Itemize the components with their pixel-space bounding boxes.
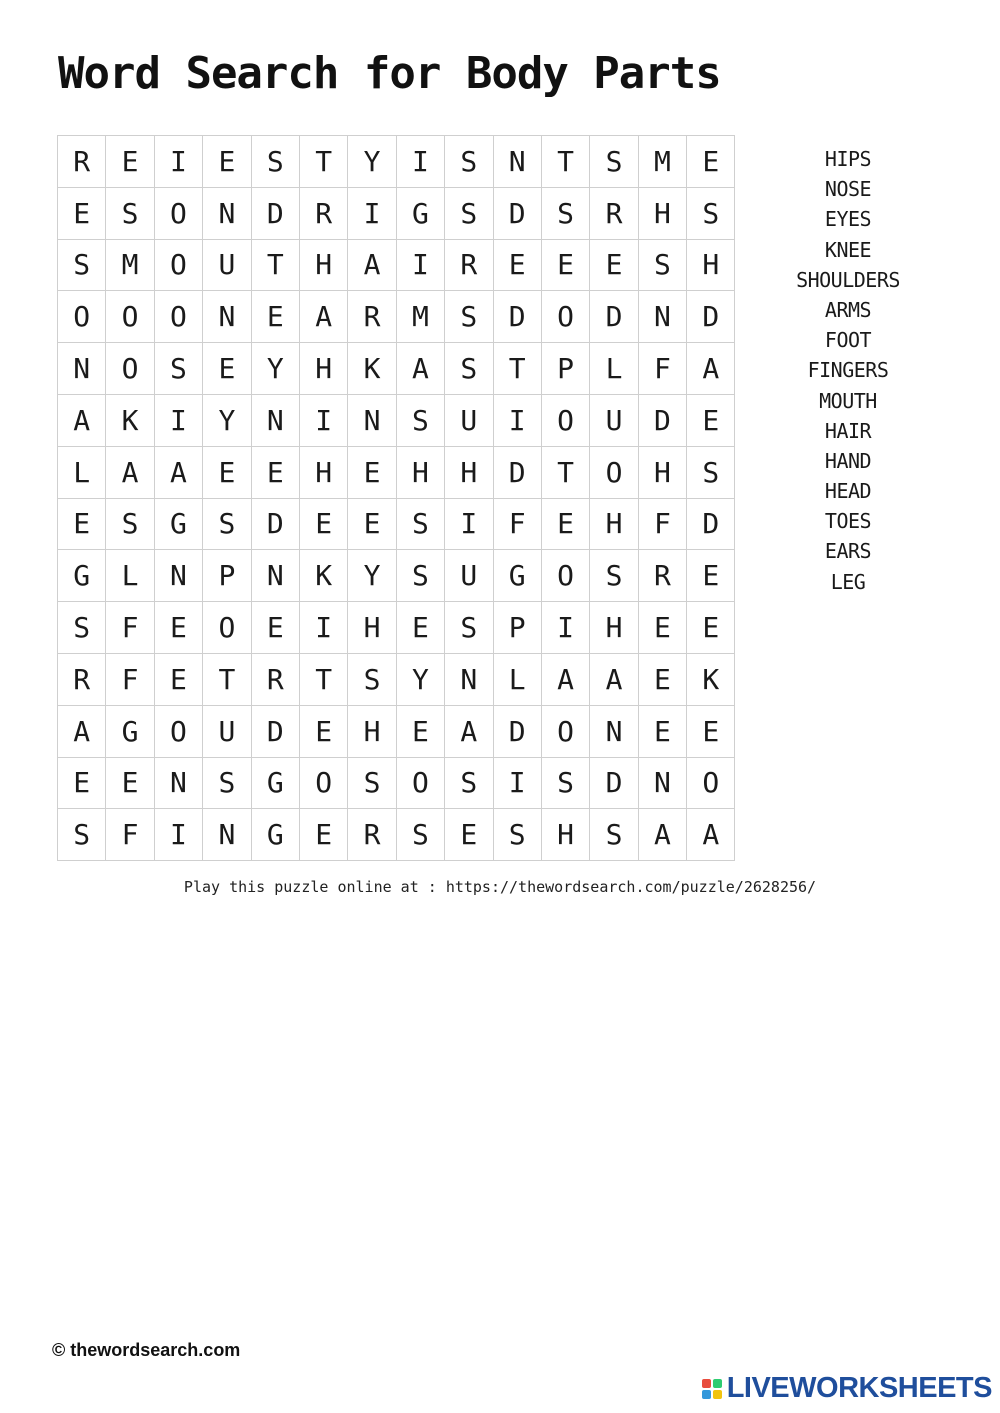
grid-cell[interactable]: S (348, 654, 396, 706)
grid-cell[interactable]: T (300, 136, 348, 188)
grid-cell[interactable]: F (106, 602, 154, 654)
grid-cell[interactable]: E (252, 291, 300, 343)
grid-cell[interactable]: F (106, 809, 154, 861)
grid-cell[interactable]: P (494, 602, 542, 654)
word-list-item: HIPS (824, 147, 872, 171)
grid-cell[interactable]: O (542, 395, 590, 447)
grid-cell[interactable]: A (348, 240, 396, 292)
word-list-item: KNEE (824, 237, 872, 262)
grid-cell[interactable]: A (155, 447, 203, 499)
grid-cell[interactable]: E (687, 550, 735, 602)
grid-cell[interactable]: O (106, 343, 154, 395)
grid-cell[interactable]: O (542, 706, 590, 758)
grid-cell[interactable]: P (542, 343, 590, 395)
grid-cell[interactable]: N (639, 758, 687, 810)
grid-cell[interactable]: H (590, 602, 638, 654)
grid-cell[interactable]: F (639, 343, 687, 395)
grid-cell[interactable]: Y (348, 550, 396, 602)
grid-cell[interactable]: S (58, 809, 106, 861)
grid-cell[interactable]: E (252, 447, 300, 499)
grid-cell[interactable]: S (445, 136, 493, 188)
grid-cell[interactable]: I (300, 602, 348, 654)
grid-cell[interactable]: S (687, 188, 735, 240)
grid-cell[interactable]: S (348, 758, 396, 810)
grid-cell[interactable]: G (58, 550, 106, 602)
grid-cell[interactable]: A (397, 343, 445, 395)
grid-cell[interactable]: N (639, 291, 687, 343)
grid-cell[interactable]: E (58, 758, 106, 810)
grid-cell[interactable]: Y (397, 654, 445, 706)
grid-cell[interactable]: Y (252, 343, 300, 395)
grid-cell[interactable]: F (639, 499, 687, 551)
grid-cell[interactable]: E (687, 706, 735, 758)
grid-cell[interactable]: E (639, 654, 687, 706)
grid-cell[interactable]: M (639, 136, 687, 188)
grid-cell[interactable]: I (155, 809, 203, 861)
grid-cell[interactable]: H (300, 343, 348, 395)
word-list (790, 146, 906, 599)
grid-cell[interactable]: O (397, 758, 445, 810)
grid-cell[interactable]: N (590, 706, 638, 758)
grid-cell[interactable]: E (252, 602, 300, 654)
grid-cell[interactable]: Y (203, 395, 251, 447)
grid-cell[interactable]: T (203, 654, 251, 706)
grid-cell[interactable]: I (300, 395, 348, 447)
grid-cell[interactable]: A (445, 706, 493, 758)
grid-cell[interactable]: O (106, 291, 154, 343)
grid-cell[interactable]: E (542, 240, 590, 292)
grid-cell[interactable]: E (300, 499, 348, 551)
grid-cell[interactable]: N (445, 654, 493, 706)
grid-cell[interactable]: L (590, 343, 638, 395)
grid-cell[interactable]: S (445, 343, 493, 395)
grid-cell[interactable]: R (58, 136, 106, 188)
grid-cell[interactable]: N (203, 188, 251, 240)
grid-cell[interactable]: E (687, 136, 735, 188)
grid-cell[interactable]: S (252, 136, 300, 188)
grid-cell[interactable]: A (687, 809, 735, 861)
grid-cell[interactable]: U (203, 706, 251, 758)
grid-cell[interactable]: S (397, 499, 445, 551)
grid-cell[interactable]: P (203, 550, 251, 602)
grid-cell[interactable]: T (300, 654, 348, 706)
grid-cell[interactable]: U (445, 550, 493, 602)
grid-cell[interactable]: D (252, 188, 300, 240)
word-list-item: HAND (824, 448, 872, 473)
grid-cell[interactable]: N (348, 395, 396, 447)
grid-cell[interactable]: O (155, 240, 203, 292)
grid-cell[interactable]: E (300, 706, 348, 758)
grid-cell[interactable]: S (542, 188, 590, 240)
grid-cell[interactable]: H (542, 809, 590, 861)
grid-cell[interactable]: D (494, 291, 542, 343)
grid-cell[interactable]: U (445, 395, 493, 447)
grid-cell[interactable]: S (445, 602, 493, 654)
grid-cell[interactable]: S (542, 758, 590, 810)
grid-cell[interactable]: O (687, 758, 735, 810)
grid-cell[interactable]: A (300, 291, 348, 343)
grid-cell[interactable]: G (106, 706, 154, 758)
grid-cell[interactable]: D (639, 395, 687, 447)
grid-cell[interactable]: H (639, 447, 687, 499)
grid-cell[interactable]: A (58, 395, 106, 447)
grid-cell[interactable]: S (494, 809, 542, 861)
word-search-grid (57, 135, 735, 861)
grid-cell[interactable]: K (687, 654, 735, 706)
grid-cell[interactable]: H (397, 447, 445, 499)
grid-cell[interactable]: O (590, 447, 638, 499)
grid-cell[interactable]: O (155, 291, 203, 343)
grid-cell[interactable]: O (155, 706, 203, 758)
grid-cell[interactable]: T (542, 136, 590, 188)
word-list-item: EARS (824, 539, 872, 564)
grid-cell[interactable]: S (203, 499, 251, 551)
grid-cell[interactable]: S (639, 240, 687, 292)
grid-cell[interactable]: K (300, 550, 348, 602)
grid-cell[interactable]: E (397, 602, 445, 654)
grid-cell[interactable]: N (203, 291, 251, 343)
grid-cell[interactable]: L (494, 654, 542, 706)
grid-cell[interactable]: N (155, 550, 203, 602)
grid-cell[interactable]: I (542, 602, 590, 654)
grid-cell[interactable]: H (590, 499, 638, 551)
grid-cell[interactable]: D (494, 706, 542, 758)
grid-cell[interactable]: E (106, 758, 154, 810)
grid-cell[interactable]: A (687, 343, 735, 395)
grid-cell[interactable]: S (445, 291, 493, 343)
grid-cell[interactable]: D (687, 291, 735, 343)
grid-cell[interactable]: E (397, 706, 445, 758)
grid-cell[interactable]: E (348, 499, 396, 551)
grid-cell[interactable]: N (58, 343, 106, 395)
grid-cell[interactable]: F (494, 499, 542, 551)
grid-cell[interactable]: F (106, 654, 154, 706)
grid-cell[interactable]: I (397, 136, 445, 188)
liveworksheets-logo-icon (702, 1379, 722, 1399)
grid-cell[interactable]: D (590, 291, 638, 343)
grid-cell[interactable]: L (58, 447, 106, 499)
grid-cell[interactable]: S (590, 550, 638, 602)
grid-cell[interactable]: E (203, 447, 251, 499)
grid-cell[interactable]: A (542, 654, 590, 706)
grid-cell[interactable]: N (252, 550, 300, 602)
grid-cell[interactable]: O (300, 758, 348, 810)
grid-cell[interactable]: E (348, 447, 396, 499)
grid-cell[interactable]: Y (348, 136, 396, 188)
grid-cell[interactable]: N (252, 395, 300, 447)
grid-cell[interactable]: H (348, 602, 396, 654)
grid-cell[interactable]: S (155, 343, 203, 395)
grid-cell[interactable]: S (106, 499, 154, 551)
grid-cell[interactable]: I (494, 758, 542, 810)
grid-cell[interactable]: I (397, 240, 445, 292)
grid-cell[interactable]: O (203, 602, 251, 654)
grid-cell[interactable]: H (445, 447, 493, 499)
grid-cell[interactable]: O (542, 550, 590, 602)
grid-cell[interactable]: L (106, 550, 154, 602)
grid-cell[interactable]: E (639, 602, 687, 654)
word-list-item: SHOULDERS (796, 267, 900, 292)
grid-cell[interactable]: H (300, 240, 348, 292)
grid-cell[interactable]: E (155, 654, 203, 706)
grid-cell[interactable]: S (106, 188, 154, 240)
grid-cell[interactable]: A (58, 706, 106, 758)
copyright-text: © thewordsearch.com (52, 1340, 241, 1360)
grid-cell[interactable]: R (300, 188, 348, 240)
grid-cell[interactable]: K (106, 395, 154, 447)
grid-cell[interactable]: E (203, 343, 251, 395)
grid-cell[interactable]: R (348, 291, 396, 343)
grid-cell[interactable]: E (106, 136, 154, 188)
grid-cell[interactable]: E (494, 240, 542, 292)
word-list-item: HAIR (824, 418, 872, 443)
grid-cell[interactable]: H (687, 240, 735, 292)
grid-cell[interactable]: S (397, 395, 445, 447)
grid-cell[interactable]: E (155, 602, 203, 654)
grid-cell[interactable]: M (397, 291, 445, 343)
grid-cell[interactable]: R (58, 654, 106, 706)
grid-cell[interactable]: D (252, 499, 300, 551)
grid-cell[interactable]: M (106, 240, 154, 292)
grid-cell[interactable]: U (203, 240, 251, 292)
grid-cell[interactable]: D (252, 706, 300, 758)
grid-cell[interactable]: G (252, 809, 300, 861)
grid-cell[interactable]: D (687, 499, 735, 551)
grid-cell[interactable]: S (203, 758, 251, 810)
grid-cell[interactable]: G (155, 499, 203, 551)
grid-cell[interactable]: H (639, 188, 687, 240)
grid-cell[interactable]: U (590, 395, 638, 447)
grid-cell[interactable]: E (639, 706, 687, 758)
grid-cell[interactable]: S (58, 602, 106, 654)
grid-cell[interactable]: E (687, 602, 735, 654)
word-list-item: TOES (824, 509, 872, 534)
word-list-item: EYES (824, 207, 872, 232)
grid-cell[interactable]: R (639, 550, 687, 602)
grid-cell[interactable]: T (542, 447, 590, 499)
grid-cell[interactable]: G (252, 758, 300, 810)
grid-cell[interactable]: G (494, 550, 542, 602)
word-list-item: MOUTH (819, 388, 877, 413)
grid-cell[interactable]: E (300, 809, 348, 861)
grid-cell[interactable]: S (687, 447, 735, 499)
word-list-item: LEG (830, 569, 866, 594)
grid-cell[interactable]: O (155, 188, 203, 240)
grid-cell[interactable]: S (445, 758, 493, 810)
grid-cell[interactable]: N (494, 136, 542, 188)
grid-cell[interactable]: R (348, 809, 396, 861)
grid-cell[interactable]: I (445, 499, 493, 551)
grid-cell[interactable]: I (494, 395, 542, 447)
page-title: Word Search for Body Parts (58, 48, 721, 99)
grid-cell[interactable]: R (590, 188, 638, 240)
grid-cell[interactable]: I (155, 136, 203, 188)
grid-cell[interactable]: I (155, 395, 203, 447)
grid-cell[interactable]: A (639, 809, 687, 861)
grid-cell[interactable]: I (348, 188, 396, 240)
grid-cell[interactable]: A (590, 654, 638, 706)
grid-cell[interactable]: T (252, 240, 300, 292)
grid-cell[interactable]: S (590, 136, 638, 188)
grid-cell[interactable]: S (397, 550, 445, 602)
grid-cell[interactable]: R (252, 654, 300, 706)
grid-cell[interactable]: E (445, 809, 493, 861)
word-list-item: FOOT (824, 328, 872, 353)
grid-cell[interactable]: N (155, 758, 203, 810)
grid-cell[interactable]: G (397, 188, 445, 240)
word-list-item: FINGERS (807, 358, 889, 383)
grid-cell[interactable]: K (348, 343, 396, 395)
online-note: Play this puzzle online at : https://thewordsearch.com/puzzle/2628256/ (183, 878, 817, 896)
grid-cell[interactable]: H (300, 447, 348, 499)
brand-name: LIVEWORKSHEETS (726, 1372, 992, 1404)
grid-cell[interactable]: D (590, 758, 638, 810)
grid-cell[interactable]: S (445, 188, 493, 240)
grid-cell[interactable]: E (542, 499, 590, 551)
grid-cell[interactable]: E (58, 188, 106, 240)
grid-cell[interactable]: S (58, 240, 106, 292)
grid-cell[interactable]: S (397, 809, 445, 861)
grid-cell[interactable]: A (106, 447, 154, 499)
grid-cell[interactable]: S (590, 809, 638, 861)
word-list-item: NOSE (824, 177, 872, 202)
grid-cell[interactable]: E (687, 395, 735, 447)
grid-cell[interactable]: R (445, 240, 493, 292)
grid-cell[interactable]: D (494, 447, 542, 499)
grid-cell[interactable]: O (58, 291, 106, 343)
grid-cell[interactable]: T (494, 343, 542, 395)
grid-cell[interactable]: O (542, 291, 590, 343)
liveworksheets-brand (702, 1374, 992, 1403)
word-list-item: HEAD (824, 479, 872, 504)
grid-cell[interactable]: E (590, 240, 638, 292)
grid-cell[interactable]: D (494, 188, 542, 240)
grid-cell[interactable]: N (203, 809, 251, 861)
word-list-item: ARMS (824, 297, 872, 322)
grid-cell[interactable]: E (203, 136, 251, 188)
grid-cell[interactable]: H (348, 706, 396, 758)
grid-cell[interactable]: E (58, 499, 106, 551)
